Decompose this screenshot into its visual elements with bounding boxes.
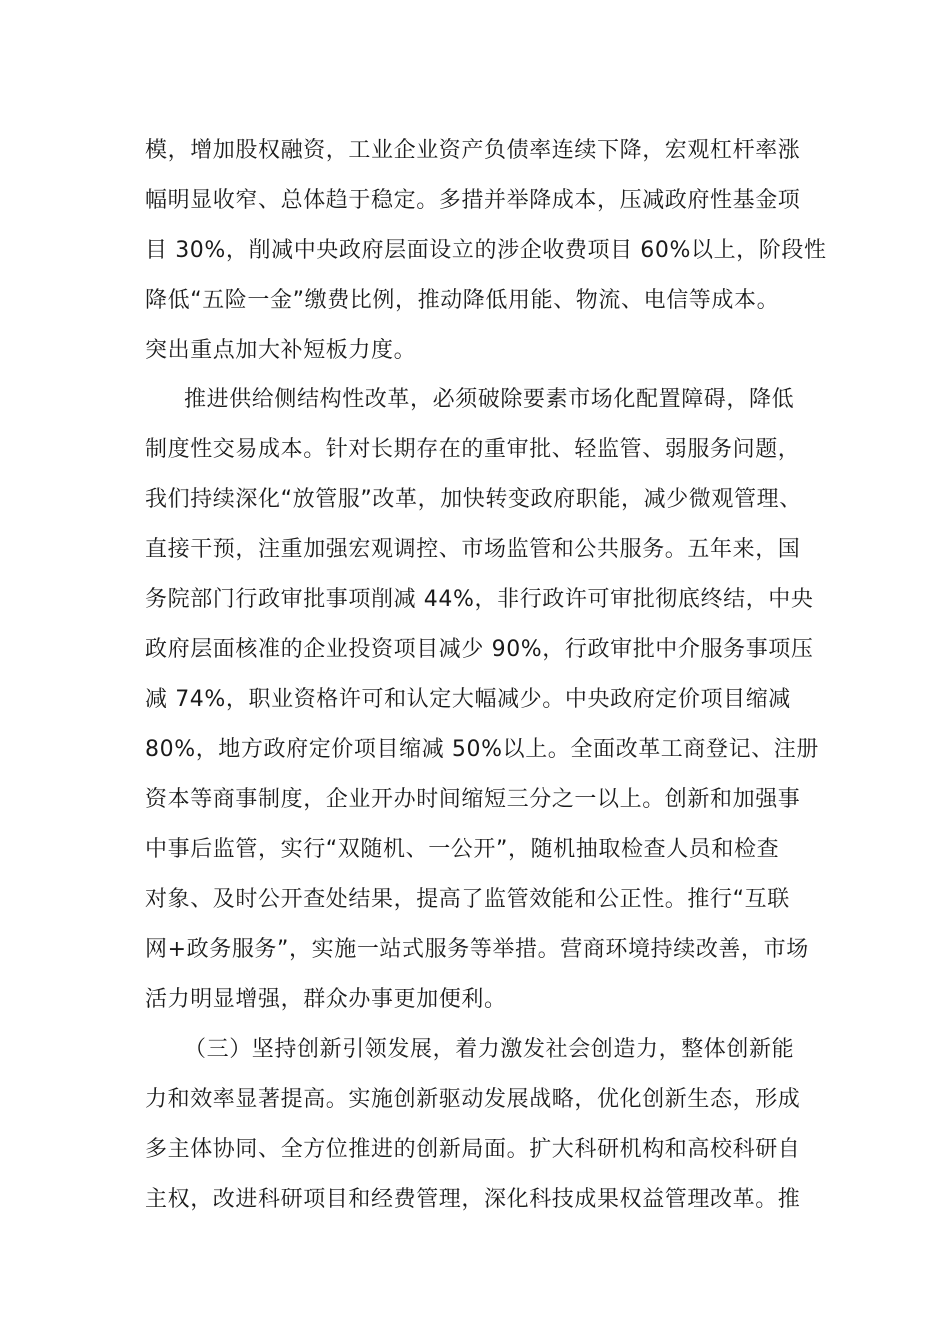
text-line: 制度性交易成本。针对长期存在的重审批、轻监管、弱服务问题， bbox=[145, 437, 801, 462]
text-line: 活力明显增强，群众办事更加便利。 bbox=[145, 987, 507, 1012]
text-line: 直接干预，注重加强宏观调控、市场监管和公共服务。五年来，国 bbox=[145, 537, 801, 562]
text-line: 降低“五险一金”缴费比例，推动降低用能、物流、电信等成本。 bbox=[145, 288, 780, 313]
text-line: 中事后监管，实行“双随机、一公开”，随机抽取检查人员和检查 bbox=[145, 837, 780, 862]
text-line: 推进供给侧结构性改革，必须破除要素市场化配置障碍，降低 bbox=[184, 387, 795, 412]
text-line: 力和效率显著提高。实施创新驱动发展战略，优化创新生态，形成 bbox=[145, 1087, 801, 1112]
text-line: 减 74%，职业资格许可和认定大幅减少。中央政府定价项目缩减 bbox=[145, 687, 791, 712]
text-line: 对象、及时公开查处结果，提高了监管效能和公正性。推行“互联 bbox=[145, 887, 790, 912]
text-line: 多主体协同、全方位推进的创新局面。扩大科研机构和高校科研自 bbox=[145, 1137, 801, 1162]
text-line: 务院部门行政审批事项削减 44%，非行政许可审批彻底终结，中央 bbox=[145, 587, 814, 612]
text-line: 主权，改进科研项目和经费管理，深化科技成果权益管理改革。推 bbox=[145, 1187, 801, 1212]
text-line: 突出重点加大补短板力度。 bbox=[145, 338, 417, 363]
text-line: 80%，地方政府定价项目缩减 50%以上。全面改革工商登记、注册 bbox=[145, 737, 819, 762]
text-line: 政府层面核准的企业投资项目减少 90%，行政审批中介服务事项压 bbox=[145, 637, 814, 662]
text-line: （三）坚持创新引领发展，着力激发社会创造力，整体创新能 bbox=[184, 1037, 795, 1062]
text-line: 目 30%，削减中央政府层面设立的涉企收费项目 60%以上，阶段性 bbox=[145, 238, 827, 263]
text-line: 网+政务服务”，实施一站式服务等举措。营商环境持续改善，市场 bbox=[145, 937, 809, 962]
text-line: 模，增加股权融资，工业企业资产负债率连续下降，宏观杠杆率涨 bbox=[145, 138, 801, 163]
text-line: 我们持续深化“放管服”改革，加快转变政府职能，减少微观管理、 bbox=[145, 487, 802, 512]
text-line: 幅明显收窄、总体趋于稳定。多措并举降成本，压减政府性基金项 bbox=[145, 188, 801, 213]
text-line: 资本等商事制度，企业开办时间缩短三分之一以上。创新和加强事 bbox=[145, 787, 801, 812]
